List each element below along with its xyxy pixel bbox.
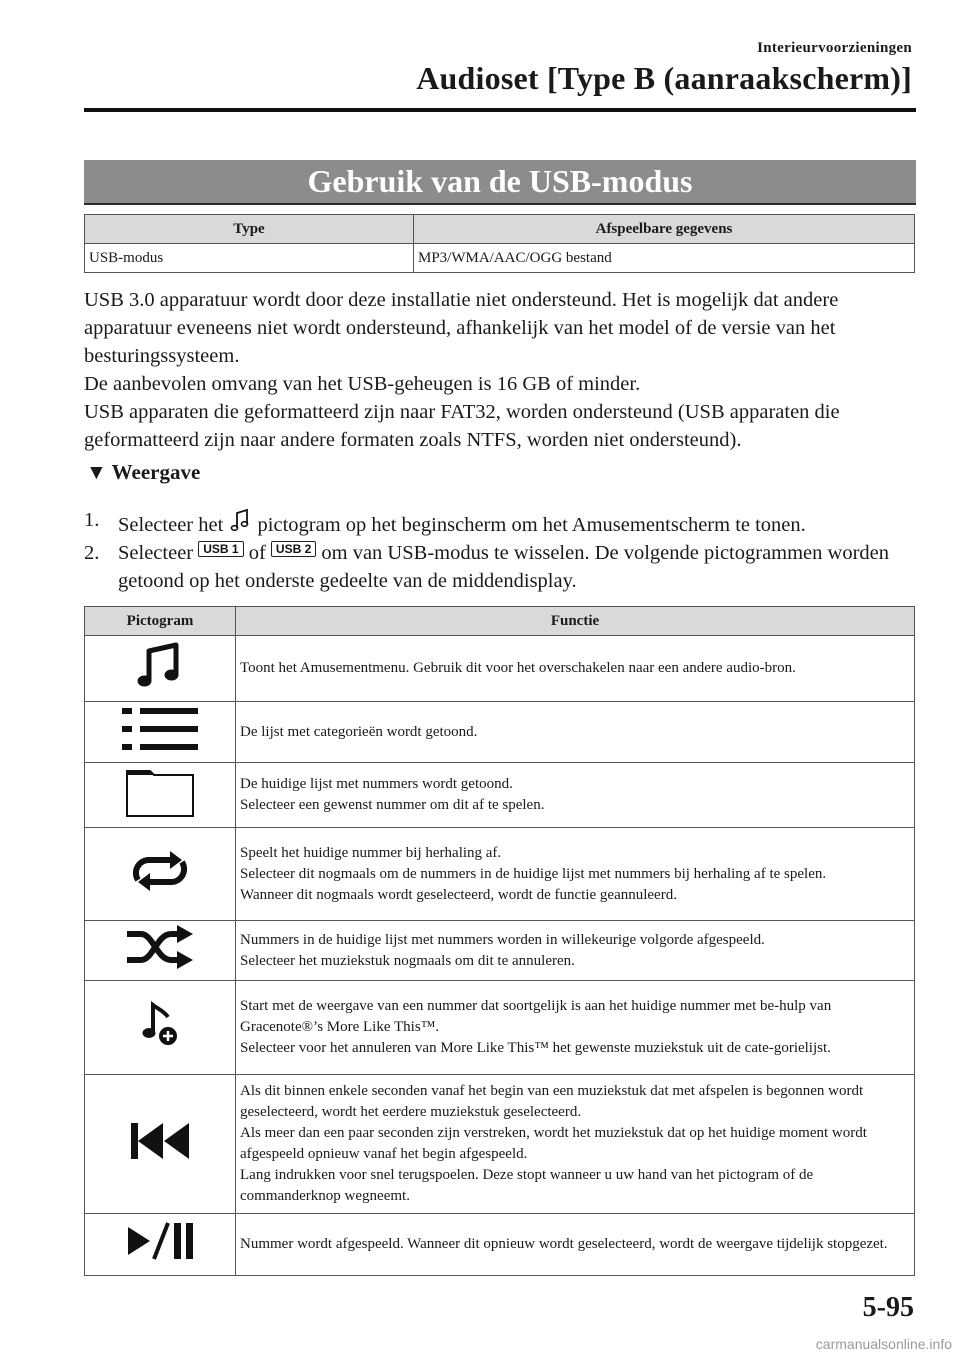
function-cell [236, 981, 915, 1075]
function-line: De lijst met categorieën wordt getoond. [240, 723, 478, 740]
repeat-icon [128, 847, 192, 895]
body-text [84, 286, 920, 454]
table-row [85, 763, 915, 828]
step-text [118, 539, 920, 595]
function-line: Als meer dan een paar seconden zijn verstreken, wordt het muziekstuk dat op het huidige moment wordt afgespeeld opnieuw vanaf het begin afgespeeld. [240, 1125, 867, 1162]
function-line: Toont het Amusementmenu. Gebruik dit voor het overschakelen naar een andere audio-bron. [240, 660, 796, 676]
format-cell-type: USB-modus [85, 244, 414, 273]
icon-cell [85, 921, 236, 981]
music-note-icon [228, 506, 252, 534]
paragraph: USB 3.0 apparatuur wordt door deze installatie niet ondersteund. Het is mogelijk dat andere apparatuur eveneens niet wordt ondersteund, afhankelijk van het model of de versie van het besturingssysteem. [84, 289, 839, 367]
paragraph: De aanbevolen omvang van het USB-geheugen is 16 GB of minder. [84, 373, 641, 395]
previous-track-icon [127, 1119, 193, 1163]
format-table [84, 214, 915, 273]
function-line: De huidige lijst met nummers wordt getoond. [240, 776, 513, 792]
function-line: Wanneer dit nogmaals wordt geselecteerd, wordt de functie geannuleerd. [240, 886, 677, 903]
table-row [85, 702, 915, 763]
page-number: 5-95 [862, 1292, 914, 1323]
step-1 [84, 506, 920, 539]
step-text-part: of [248, 542, 266, 564]
table-row [85, 981, 915, 1075]
function-cell [236, 828, 915, 921]
table-row [85, 828, 915, 921]
icon-cell [85, 702, 236, 763]
folder-icon [124, 765, 196, 819]
function-line: Start met de weergave van een nummer dat soortgelijk is aan het huidige nummer met be-hulp van Gracenote®’s More Like This™. [240, 998, 832, 1035]
usb2-badge: USB 2 [271, 541, 316, 557]
icon-cell [85, 763, 236, 828]
function-cell [236, 702, 915, 763]
step-2 [84, 539, 920, 595]
icon-cell [85, 1214, 236, 1276]
table-row [85, 1214, 915, 1276]
function-line: Selecteer het muziekstuk nogmaals om dit te annuleren. [240, 952, 575, 969]
subsection-title: Weergave [111, 460, 201, 484]
list-icon [120, 705, 200, 753]
page-title: Audioset [Type B (aanraakscherm)] [416, 60, 912, 96]
shuffle-icon [125, 925, 195, 969]
chapter-category: Interieurvoorzieningen [757, 40, 912, 56]
more-like-this-icon [140, 999, 180, 1049]
format-header-data: Afspeelbare gegevens [414, 215, 915, 244]
table-row [85, 244, 915, 273]
steps-list [84, 506, 920, 595]
subsection-heading [86, 460, 200, 485]
paragraph: USB apparaten die geformatteerd zijn naar FAT32, worden ondersteund (USB apparaten die geformatteerd zijn naar andere formaten zoals NTFS, worden niet ondersteund). [84, 401, 840, 451]
table-row [85, 1075, 915, 1214]
format-cell-data: MP3/WMA/AAC/OGG bestand [414, 244, 915, 273]
function-line: Selecteer dit nogmaals om de nummers in de huidige lijst met nummers bij herhaling af te spelen. [240, 865, 827, 882]
usb1-badge: USB 1 [198, 541, 243, 557]
watermark: carmanualsonline.info [815, 1336, 952, 1352]
function-line: Lang indrukken voor snel terugspoelen. Deze stopt wanneer u uw hand van het pictogram of de commanderknop wegneemt. [240, 1167, 814, 1204]
function-line: Nummer wordt afgespeeld. Wanneer dit opnieuw wordt geselecteerd, wordt de weergave tijdelijk stopgezet. [240, 1236, 888, 1252]
music-note-icon [135, 640, 185, 690]
icon-cell [85, 636, 236, 702]
icon-header-pictogram: Pictogram [85, 607, 236, 636]
section-title: Gebruik van de USB-modus [84, 160, 916, 205]
table-row [85, 636, 915, 702]
icon-table [84, 606, 915, 1276]
function-cell [236, 1214, 915, 1276]
format-header-type: Type [85, 215, 414, 244]
step-text-part: pictogram op het beginscherm om het Amusementscherm te tonen. [257, 514, 806, 536]
icon-header-function: Functie [236, 607, 915, 636]
function-line: Speelt het huidige nummer bij herhaling af. [240, 844, 502, 861]
icon-cell [85, 828, 236, 921]
icon-table-header [85, 607, 915, 636]
triangle-marker-icon: ▼ [86, 460, 107, 484]
function-line: Als dit binnen enkele seconden vanaf het begin van een muziekstuk dat met afspelen is begonnen wordt geselecteerd, wordt het eerdere muziekstuk geselecteerd. [240, 1083, 864, 1120]
function-line: Selecteer een gewenst nummer om dit af te spelen. [240, 797, 545, 813]
function-cell [236, 1075, 915, 1214]
function-cell [236, 921, 915, 981]
step-number: 2. [84, 542, 100, 564]
icon-cell [85, 981, 236, 1075]
format-table-header [85, 215, 915, 244]
table-row [85, 921, 915, 981]
play-pause-icon [124, 1219, 196, 1263]
step-number: 1. [84, 509, 100, 531]
function-line: Selecteer voor het annuleren van More Like This™ het gewenste muziekstuk uit de cate-gorielijst. [240, 1040, 831, 1056]
step-text [118, 506, 806, 539]
function-cell [236, 763, 915, 828]
step-text-part: om van USB-modus te wisselen. De volgende pictogrammen worden getoond op het onderste gedeelte van de middendisplay. [118, 542, 890, 592]
step-text-part: Selecteer [118, 542, 194, 564]
function-line: Nummers in de huidige lijst met nummers worden in willekeurige volgorde afgespeeld. [240, 931, 765, 948]
icon-cell [85, 1075, 236, 1214]
step-text-part: Selecteer het [118, 514, 224, 536]
function-cell [236, 636, 915, 702]
header-divider [84, 108, 916, 112]
